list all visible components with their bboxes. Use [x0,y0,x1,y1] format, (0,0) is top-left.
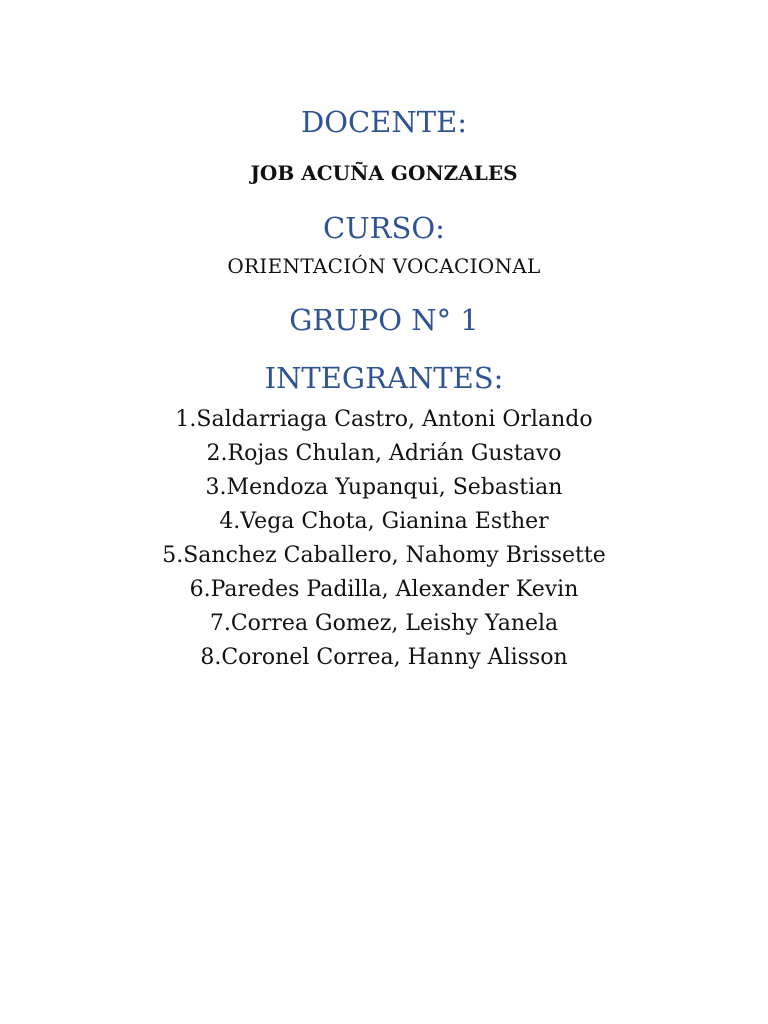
member-item-8: 8.Coronel Correa, Hanny Alisson [200,645,568,670]
member-item-7: 7.Correa Gomez, Leishy Yanela [209,611,559,636]
member-item-1: 1.Saldarriaga Castro, Antoni Orlando [175,407,593,432]
course-heading: CURSO: [323,211,445,245]
teacher-name: JOB ACUÑA GONZALES [250,161,518,185]
member-item-2: 2.Rojas Chulan, Adrián Gustavo [206,441,562,466]
group-heading: GRUPO N° 1 [289,303,479,337]
members-heading: INTEGRANTES: [264,361,504,395]
members-list [0,403,768,675]
member-item-4: 4.Vega Chota, Gianina Esther [219,509,549,534]
member-item-5: 5.Sanchez Caballero, Nahomy Brissette [162,543,606,568]
teacher-heading: DOCENTE: [300,105,468,139]
course-name: ORIENTACIÓN VOCACIONAL [227,254,541,278]
member-item-3: 3.Mendoza Yupanqui, Sebastian [205,475,563,500]
member-item-6: 6.Paredes Padilla, Alexander Kevin [189,577,579,602]
